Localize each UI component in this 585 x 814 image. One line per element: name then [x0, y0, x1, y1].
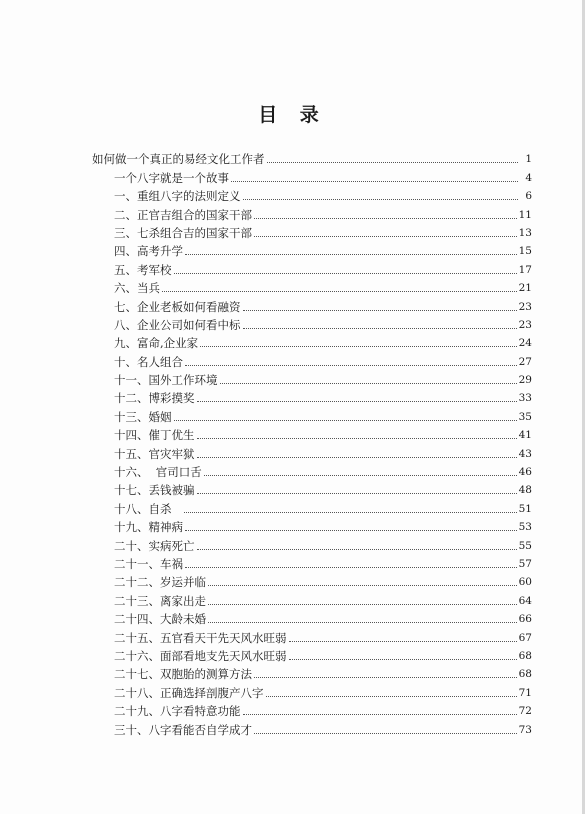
toc-entry-page: 13 [518, 226, 532, 239]
toc-entry[interactable] [92, 222, 532, 240]
toc-entry-label: 十四、催丁优生 [114, 428, 195, 443]
toc-entry-label: 二、正官吉组合的国家干部 [114, 207, 252, 222]
toc-entry[interactable] [92, 314, 532, 332]
toc-entry-label: 十九、精神病 [114, 520, 183, 535]
toc-entry[interactable] [92, 424, 532, 442]
toc-leader-dots [254, 236, 517, 237]
toc-entry-label: 一、重组八字的法则定义 [114, 189, 241, 204]
toc-leader-dots [243, 714, 517, 715]
toc-entry[interactable] [92, 442, 532, 460]
toc-entry-page: 68 [518, 668, 532, 681]
toc-entry-page: 43 [518, 447, 532, 460]
toc-entry-page: 33 [518, 392, 532, 405]
toc-entry[interactable] [92, 461, 532, 479]
toc-entry-page: 48 [518, 484, 532, 497]
toc-entry-label: 二十二、岁运并临 [114, 575, 206, 590]
toc-leader-dots [289, 659, 517, 660]
toc-entry[interactable] [92, 497, 532, 515]
toc-entry-page: 46 [518, 466, 532, 479]
toc-entry[interactable] [92, 718, 532, 736]
toc-entry-page: 35 [518, 410, 532, 423]
toc-entry-label: 十六、 官司口舌 [114, 465, 202, 480]
toc-leader-dots [254, 218, 517, 219]
toc-entry[interactable] [92, 369, 532, 387]
toc-leader-dots [185, 530, 517, 531]
toc-entry[interactable] [92, 626, 532, 644]
toc-entry-page: 17 [518, 263, 532, 276]
toc-leader-dots [243, 328, 517, 329]
toc-entry-label: 十、名人组合 [114, 354, 183, 369]
toc-entry-label: 六、当兵 [114, 281, 160, 296]
toc-entry[interactable] [92, 332, 532, 350]
toc-leader-dots [254, 677, 517, 678]
toc-leader-dots [231, 181, 518, 182]
toc-leader-dots [185, 567, 517, 568]
toc-entry[interactable] [92, 148, 532, 166]
toc-entry[interactable] [92, 571, 532, 589]
toc-leader-dots [197, 438, 517, 439]
toc-entry[interactable] [92, 516, 532, 534]
toc-leader-dots [197, 549, 517, 550]
toc-leader-dots [197, 401, 517, 402]
toc-leader-dots [174, 420, 517, 421]
toc-leader-dots [266, 696, 517, 697]
toc-entry-label: 八、企业公司如何看中标 [114, 317, 241, 332]
toc-entry[interactable] [92, 166, 532, 184]
toc-entry[interactable] [92, 700, 532, 718]
toc-entry[interactable] [92, 681, 532, 699]
toc-entry-label: 十七、丢钱被骗 [114, 483, 195, 498]
toc-entry-label: 四、高考升学 [114, 244, 183, 259]
toc-entry-page: 27 [518, 355, 532, 368]
toc-entry-page: 15 [518, 245, 532, 258]
toc-entry-page: 21 [518, 282, 532, 295]
toc-entry-label: 如何做一个真正的易经文化工作者 [92, 152, 265, 167]
toc-leader-dots [174, 273, 517, 274]
toc-entry-page: 55 [518, 539, 532, 552]
toc-leader-dots [243, 199, 519, 200]
toc-entry-page: 24 [518, 337, 532, 350]
toc-entry-label: 二十七、双胞胎的测算方法 [114, 667, 252, 682]
toc-entry-label: 十一、国外工作环境 [114, 373, 218, 388]
toc-entry-label: 二十九、八字看特意功能 [114, 704, 241, 719]
toc-leader-dots [243, 310, 517, 311]
toc-entry-page: 11 [518, 208, 532, 221]
toc-leader-dots [162, 291, 517, 292]
toc-entry[interactable] [92, 295, 532, 313]
toc-entry[interactable] [92, 663, 532, 681]
toc-leader-dots [208, 585, 517, 586]
toc-entry[interactable] [92, 185, 532, 203]
toc-entry-page: 51 [518, 502, 532, 515]
toc-entry[interactable] [92, 589, 532, 607]
toc-leader-dots [289, 641, 517, 642]
toc-entry-label: 二十八、正确选择剖腹产八字 [114, 685, 264, 700]
toc-entry[interactable] [92, 645, 532, 663]
toc-leader-dots [185, 365, 517, 366]
toc-leader-dots [220, 383, 517, 384]
toc-entry-page: 53 [518, 521, 532, 534]
toc-entry[interactable] [92, 240, 532, 258]
toc-leader-dots [254, 733, 517, 734]
toc-entry-page: 73 [518, 723, 532, 736]
toc-leader-dots [267, 162, 519, 163]
toc-leader-dots [184, 512, 516, 513]
toc-entry[interactable] [92, 203, 532, 221]
toc-entry-page: 29 [518, 374, 532, 387]
toc-entry-page: 66 [518, 613, 532, 626]
toc-entry-page: 60 [518, 576, 532, 589]
toc-entry-label: 十八、自杀 [114, 501, 183, 516]
toc-entry-page: 71 [518, 686, 532, 699]
toc-entry[interactable] [92, 534, 532, 552]
toc-entry-label: 九、富命,企业家 [114, 336, 199, 351]
toc-entry-page: 64 [518, 594, 532, 607]
toc-entry-page: 68 [518, 649, 532, 662]
toc-leader-dots [197, 457, 517, 458]
toc-leader-dots [197, 493, 517, 494]
toc-entry[interactable] [92, 258, 532, 276]
toc-entry-label: 二十六、面部看地支先天风水旺弱 [114, 648, 287, 663]
toc-entry-page: 72 [518, 705, 532, 718]
toc-entry-page: 23 [518, 318, 532, 331]
table-of-contents [92, 148, 532, 737]
toc-entry-label: 二十一、车祸 [114, 556, 183, 571]
toc-entry-label: 七、企业老板如何看融资 [114, 299, 241, 314]
toc-entry-label: 三十、八字看能否自学成才 [114, 722, 252, 737]
toc-entry[interactable] [92, 553, 532, 571]
toc-entry-label: 十三、婚姻 [114, 409, 172, 424]
toc-entry[interactable] [92, 387, 532, 405]
toc-entry-page: 6 [525, 190, 532, 203]
toc-leader-dots [185, 254, 517, 255]
toc-entry-label: 十二、博彩摸奖 [114, 391, 195, 406]
toc-entry-page: 57 [518, 557, 532, 570]
toc-entry-label: 三、七杀组合吉的国家干部 [114, 225, 252, 240]
toc-entry-label: 十五、官灾牢狱 [114, 446, 195, 461]
toc-entry[interactable] [92, 608, 532, 626]
toc-entry-label: 二十四、大龄未婚 [114, 612, 206, 627]
toc-entry-page: 23 [518, 300, 532, 313]
toc-entry-page: 4 [525, 171, 532, 184]
toc-entry[interactable] [92, 277, 532, 295]
toc-entry-label: 二十五、五官看天干先天风水旺弱 [114, 630, 287, 645]
toc-leader-dots [204, 475, 517, 476]
toc-leader-dots [208, 622, 517, 623]
toc-entry-label: 五、考军校 [114, 262, 172, 277]
toc-entry-page: 67 [518, 631, 532, 644]
toc-entry-page: 1 [525, 153, 532, 166]
toc-entry[interactable] [92, 479, 532, 497]
toc-leader-dots [208, 604, 517, 605]
page-title: 目 录 [258, 104, 327, 126]
toc-entry-label: 二十三、离家出走 [114, 593, 206, 608]
toc-entry[interactable] [92, 350, 532, 368]
toc-entry-label: 二十、实病死亡 [114, 538, 195, 553]
toc-entry-page: 41 [518, 429, 532, 442]
toc-leader-dots [200, 346, 516, 347]
toc-entry-label: 一个八字就是一个故事 [114, 170, 229, 185]
toc-entry[interactable] [92, 405, 532, 423]
